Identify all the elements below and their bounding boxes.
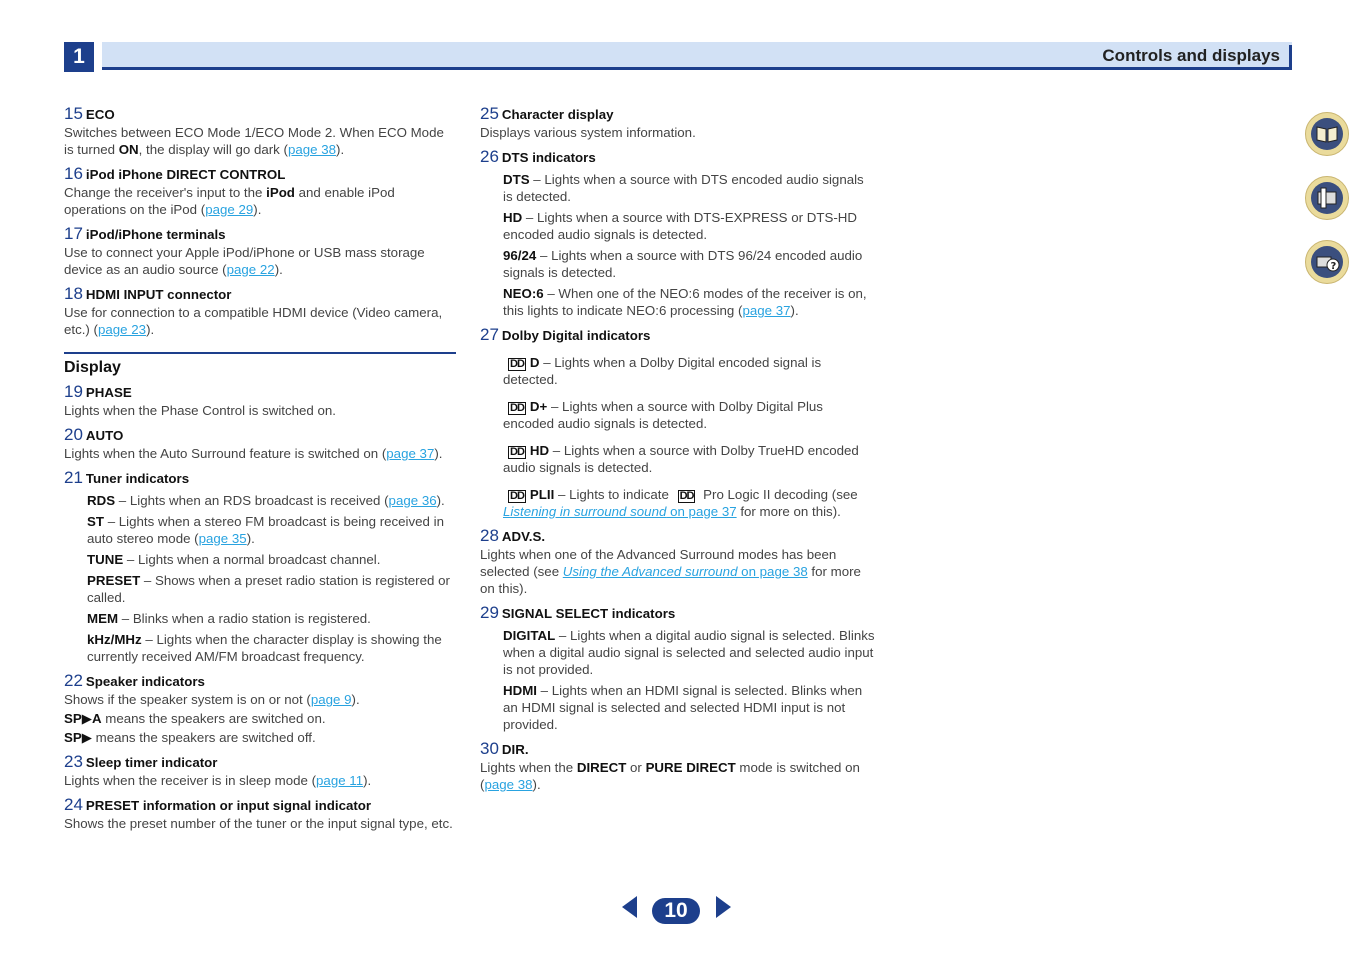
dolby-logo-icon: DD bbox=[510, 446, 524, 458]
item-22 bbox=[64, 671, 456, 746]
item-title: 24 PRESET information or input signal indicator bbox=[64, 795, 372, 814]
item-28 bbox=[480, 526, 875, 597]
item-number: 26 bbox=[480, 147, 499, 166]
help-question-icon[interactable] bbox=[1305, 240, 1349, 284]
item-number: 23 bbox=[64, 752, 83, 771]
sub-sp: SP▶ means the speakers are switched off. bbox=[64, 730, 316, 745]
dolby-logo-icon: DD bbox=[510, 358, 524, 370]
item-number: 21 bbox=[64, 468, 83, 487]
item-title: 20 AUTO bbox=[64, 425, 124, 444]
item-title: 25 Character display bbox=[480, 104, 614, 123]
item-16 bbox=[64, 164, 456, 218]
page-link[interactable]: on page 37 bbox=[666, 504, 737, 519]
cross-ref-link[interactable]: Listening in surround sound bbox=[503, 504, 667, 519]
item-title: 29 SIGNAL SELECT indicators bbox=[480, 603, 676, 622]
sub-rds: RDS – Lights when an RDS broadcast is received (page 36). bbox=[87, 493, 445, 508]
sub-hd: DD HD – Lights when a source with Dolby TrueHD encoded audio signals is detected. bbox=[503, 443, 859, 475]
page-link[interactable]: page 35 bbox=[198, 531, 247, 546]
page-link[interactable]: page 37 bbox=[386, 446, 435, 461]
dolby-logo-icon: DD bbox=[679, 490, 694, 502]
item-title: 16 iPod iPhone DIRECT CONTROL bbox=[64, 164, 286, 183]
item-desc: Lights when the Phase Control is switched on. bbox=[64, 403, 337, 418]
item-desc: Shows if the speaker system is on or not (page 9). bbox=[64, 692, 360, 707]
item-title: 18 HDMI INPUT connector bbox=[64, 284, 232, 303]
item-desc: Shows the preset number of the tuner or the input signal type, etc. bbox=[64, 816, 453, 831]
dolby-logo-icon: DD bbox=[510, 402, 524, 414]
page-link[interactable]: page 9 bbox=[310, 692, 352, 707]
left-column bbox=[64, 104, 456, 838]
page-link[interactable]: page 38 bbox=[287, 142, 337, 157]
sub-spa: SP▶A means the speakers are switched on. bbox=[64, 711, 326, 726]
item-number: 25 bbox=[480, 104, 499, 123]
sub-dts: DTS – Lights when a source with DTS encoded audio signals is detected. bbox=[503, 172, 864, 204]
item-number: 19 bbox=[64, 382, 83, 401]
sub-neo: NEO:6 – When one of the NEO:6 modes of the receiver is on, this lights to indicate NEO:6 processing (page 37). bbox=[503, 286, 867, 318]
item-19 bbox=[64, 382, 456, 419]
item-title: 27 Dolby Digital indicators bbox=[480, 325, 651, 344]
item-number: 17 bbox=[64, 224, 83, 243]
page-link[interactable]: page 38 bbox=[484, 777, 533, 792]
page-title: Controls and displays bbox=[1102, 46, 1280, 65]
right-column bbox=[480, 104, 875, 799]
page-link[interactable]: page 37 bbox=[742, 303, 791, 318]
item-desc: Displays various system information. bbox=[480, 125, 696, 140]
item-20 bbox=[64, 425, 456, 462]
page-link[interactable]: page 11 bbox=[316, 773, 364, 788]
section-heading-display: Display bbox=[64, 352, 456, 379]
item-desc: Switches between ECO Mode 1/ECO Mode 2. When ECO Mode is turned ON, the display will go dark (page 38). bbox=[64, 125, 444, 157]
item-number: 15 bbox=[64, 104, 83, 123]
item-17 bbox=[64, 224, 456, 278]
item-29 bbox=[480, 603, 875, 733]
item-number: 22 bbox=[64, 671, 83, 690]
manual-book-icon[interactable] bbox=[1305, 112, 1349, 156]
item-title bbox=[64, 104, 456, 124]
item-desc: Lights when the DIRECT or PURE DIRECT mode is switched on (page 38). bbox=[480, 760, 860, 792]
item-desc: Use for connection to a compatible HDMI device (Video camera, etc.) (page 23). bbox=[64, 305, 443, 337]
sub-d: DD D – Lights when a Dolby Digital encoded signal is detected. bbox=[503, 355, 822, 387]
sub-st: ST – Lights when a stereo FM broadcast is being received in auto stereo mode (page 35). bbox=[87, 514, 444, 546]
item-number: 30 bbox=[480, 739, 499, 758]
dolby-logo-icon: DD bbox=[510, 490, 524, 502]
item-title: 17 iPod/iPhone terminals bbox=[64, 224, 226, 243]
previous-page-arrow-icon[interactable] bbox=[622, 896, 637, 918]
cross-ref-link[interactable]: Using the Advanced surround bbox=[562, 564, 738, 579]
item-26 bbox=[480, 147, 875, 319]
item-18 bbox=[64, 284, 456, 338]
item-15 bbox=[64, 104, 456, 158]
page-link[interactable]: on page 38 bbox=[737, 564, 808, 579]
page-link[interactable]: page 29 bbox=[205, 202, 254, 217]
item-desc: Lights when the Auto Surround feature is switched on (page 37). bbox=[64, 446, 443, 461]
sub-dplus: DD D+ – Lights when a source with Dolby Digital Plus encoded audio signals is detected. bbox=[503, 399, 823, 431]
item-number: 18 bbox=[64, 284, 83, 303]
item-title: 19 PHASE bbox=[64, 382, 132, 401]
page-link[interactable]: page 36 bbox=[388, 493, 437, 508]
item-number: 29 bbox=[480, 603, 499, 622]
sub-mem: MEM – Blinks when a radio station is registered. bbox=[87, 611, 371, 626]
item-title: 26 DTS indicators bbox=[480, 147, 596, 166]
header-bar bbox=[102, 42, 1292, 70]
item-title: 28 ADV.S. bbox=[480, 526, 546, 545]
sub-hdmi: HDMI – Lights when an HDMI signal is selected. Blinks when an HDMI signal is selected and selected HDMI input is not provided. bbox=[503, 683, 863, 732]
sub-plii: DD PLII – Lights to indicate DD Pro Logic II decoding (see Listening in surround sound on page 37 for more on this). bbox=[503, 487, 858, 519]
item-desc: Change the receiver's input to the iPod and enable iPod operations on the iPod (page 29). bbox=[64, 185, 395, 217]
item-23 bbox=[64, 752, 456, 789]
sub-khz: kHz/MHz – Lights when the character display is showing the currently received AM/FM broadcast frequency. bbox=[87, 632, 442, 664]
sub-tune: TUNE – Lights when a normal broadcast channel. bbox=[87, 552, 381, 567]
item-21 bbox=[64, 468, 456, 665]
item-number: 24 bbox=[64, 795, 83, 814]
item-desc: Use to connect your Apple iPod/iPhone or USB mass storage device as an audio source (page 22). bbox=[64, 245, 425, 277]
receiver-remote-icon[interactable] bbox=[1305, 176, 1349, 220]
chapter-number: 1 bbox=[64, 42, 94, 72]
item-number: 16 bbox=[64, 164, 83, 183]
item-title-text: ECO bbox=[85, 107, 115, 122]
item-desc: Lights when the receiver is in sleep mode (page 11). bbox=[64, 773, 372, 788]
page-number: 10 bbox=[652, 898, 700, 924]
page-link[interactable]: page 22 bbox=[226, 262, 275, 277]
item-number: 20 bbox=[64, 425, 83, 444]
sub-9624: 96/24 – Lights when a source with DTS 96/24 encoded audio signals is detected. bbox=[503, 248, 863, 280]
item-title: 21 Tuner indicators bbox=[64, 468, 190, 487]
item-25 bbox=[480, 104, 875, 141]
next-page-arrow-icon[interactable] bbox=[716, 896, 731, 918]
sub-preset: PRESET – Shows when a preset radio station is registered or called. bbox=[87, 573, 450, 605]
item-title: 23 Sleep timer indicator bbox=[64, 752, 218, 771]
svg-text:?: ? bbox=[1330, 261, 1337, 272]
item-title: 30 DIR. bbox=[480, 739, 529, 758]
sub-hd: HD – Lights when a source with DTS-EXPRESS or DTS-HD encoded audio signals is detected. bbox=[503, 210, 857, 242]
item-title: 22 Speaker indicators bbox=[64, 671, 205, 690]
item-24 bbox=[64, 795, 456, 832]
item-desc: Lights when one of the Advanced Surround modes has been selected (see Using the Advanced surround on page 38 for more on this). bbox=[480, 547, 861, 596]
page-link[interactable]: page 23 bbox=[97, 322, 147, 337]
item-number: 27 bbox=[480, 325, 499, 344]
item-30 bbox=[480, 739, 875, 793]
sub-digital: DIGITAL – Lights when a digital audio signal is selected. Blinks when a digital audio signal is selected and selected audio input is not provided. bbox=[503, 628, 875, 677]
item-27 bbox=[480, 325, 875, 520]
item-number: 28 bbox=[480, 526, 499, 545]
